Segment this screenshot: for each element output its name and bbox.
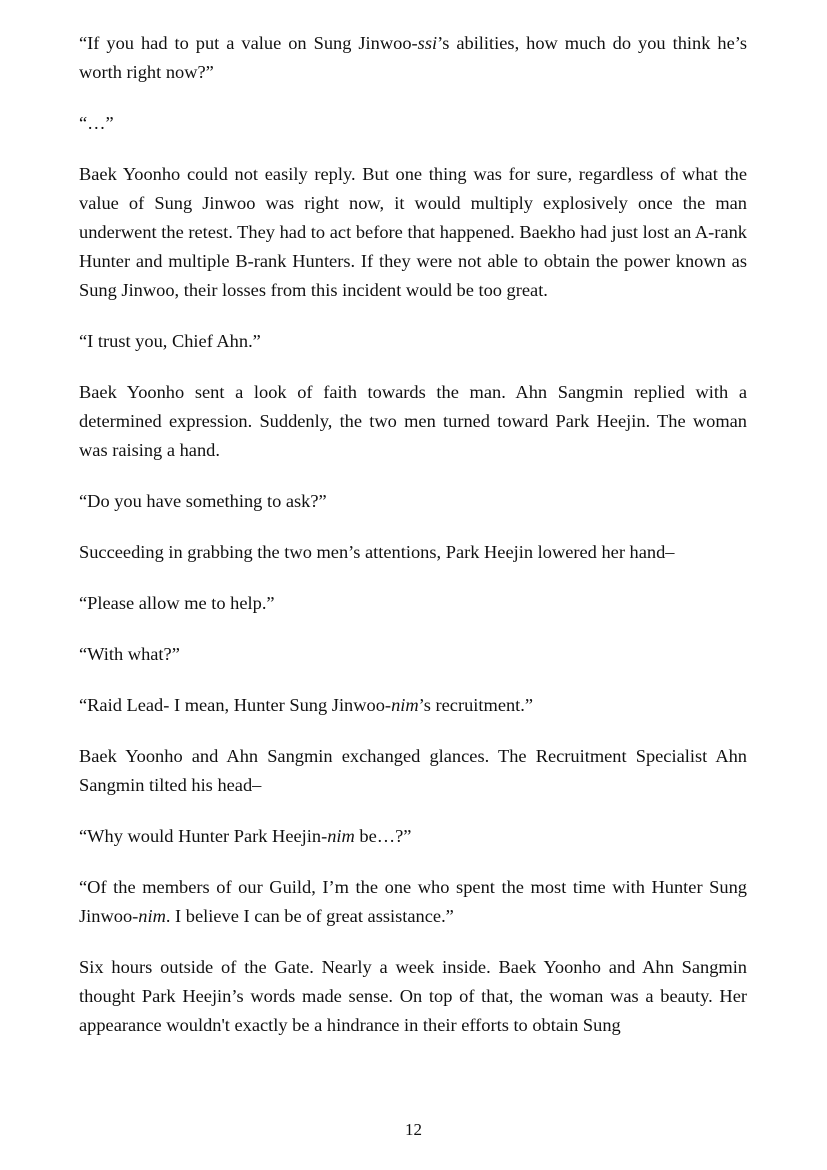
italic-honorific: nim (138, 906, 166, 926)
paragraph (79, 29, 747, 87)
text-run: . I believe I can be of great assistance.” (165, 906, 454, 926)
text-run: “Please allow me to help.” (79, 593, 275, 613)
paragraph (79, 378, 747, 465)
text-run: “Raid Lead- I mean, Hunter Sung Jinwoo- (79, 695, 392, 715)
paragraph (79, 691, 747, 720)
text-run: “…” (79, 113, 114, 133)
text-run: Succeeding in grabbing the two men’s attentions, Park Heejin lowered her hand– (79, 542, 675, 562)
text-run: Baek Yoonho sent a look of faith towards the man. Ahn Sangmin replied with a determined expression. Suddenly, the two men turned toward Park Heejin. The woman was raising a hand. (79, 382, 747, 460)
italic-honorific: ssi (417, 33, 438, 53)
paragraph (79, 953, 747, 1040)
text-run: “Why would Hunter Park Heejin- (79, 826, 328, 846)
text-run: “Do you have something to ask?” (79, 491, 327, 511)
text-run: Baek Yoonho and Ahn Sangmin exchanged glances. The Recruitment Specialist Ahn Sangmin tilted his head– (79, 746, 747, 795)
paragraph (79, 742, 747, 800)
paragraph (79, 109, 747, 138)
paragraph (79, 589, 747, 618)
paragraph (79, 327, 747, 356)
text-run: Six hours outside of the Gate. Nearly a week inside. Baek Yoonho and Ahn Sangmin thought Park Heejin’s words made sense. On top of that, the woman was a beauty. Her appearance wouldn't exactly be a hindrance in their efforts to obtain Sung (79, 957, 747, 1035)
paragraph (79, 822, 747, 851)
text-run: “With what?” (79, 644, 180, 664)
text-run: “Of the members of our Guild, I’m the one who spent the most time with Hunter Sung Jinwoo- (79, 877, 747, 926)
paragraph (79, 640, 747, 669)
text-run: ’s abilities, how much do you think he’s worth right now?” (79, 33, 747, 82)
page-body (79, 29, 747, 1062)
text-run: “I trust you, Chief Ahn.” (79, 331, 261, 351)
italic-honorific: nim (391, 695, 419, 715)
paragraph (79, 160, 747, 305)
text-run: Baek Yoonho could not easily reply. But one thing was for sure, regardless of what the value of Sung Jinwoo was right now, it would multiply explosively once the man underwent the retest. They had to act before that happened. Baekho had just lost an A-rank Hunter and multiple B-rank Hunters. If they were not able to obtain the power known as Sung Jinwoo, their losses from this incident would be too great. (79, 164, 747, 300)
page-number: 12 (405, 1120, 422, 1139)
paragraph (79, 873, 747, 931)
text-run: ’s recruitment.” (418, 695, 534, 715)
text-run: “If you had to put a value on Sung Jinwoo- (79, 33, 418, 53)
paragraph (79, 538, 747, 567)
italic-honorific: nim (327, 826, 355, 846)
text-run: be…?” (354, 826, 412, 846)
paragraph (79, 487, 747, 516)
